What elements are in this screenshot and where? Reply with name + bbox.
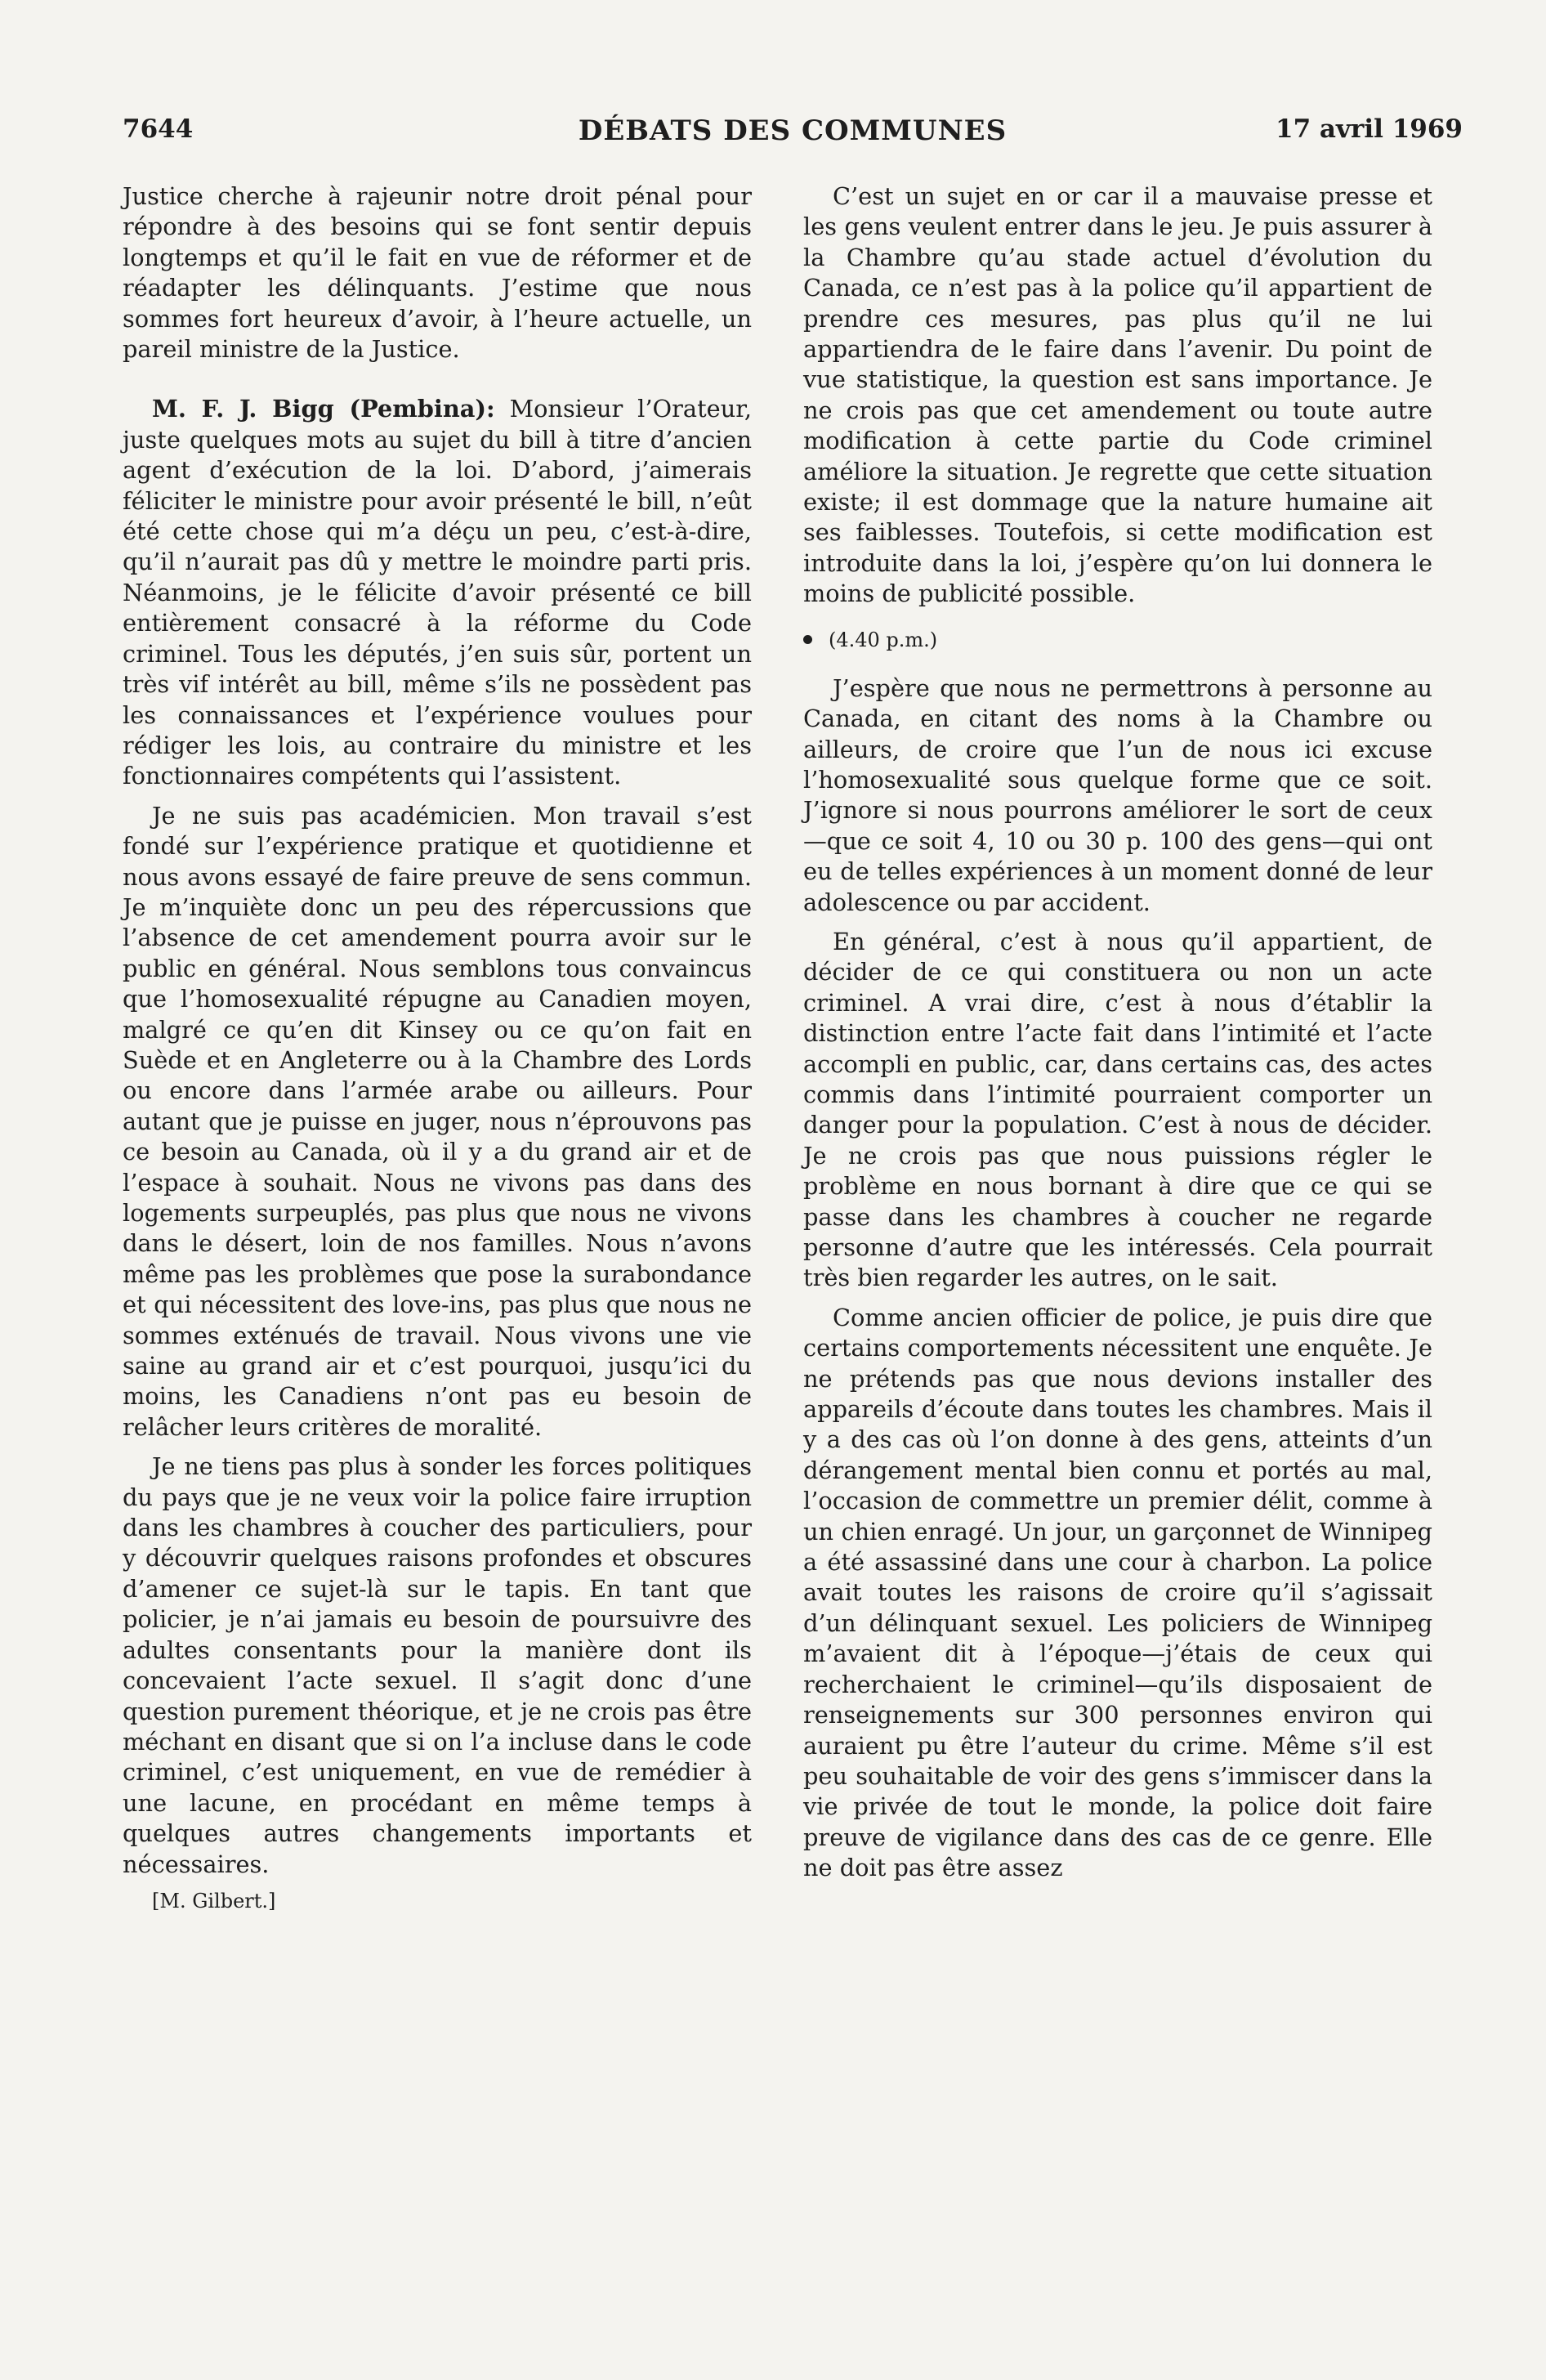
paragraph: Je ne suis pas académicien. Mon travail s’est fondé sur l’expérience pratique et quotidienne et nous avons essayé de faire preuve de sens commun. Je m’inquiète donc un peu des répercussions que l’absence de cet amendement pourra avoir sur le public en général. Nous semblons tous convaincus que l’homosexualité répugne au Canadien moyen, malgré ce qu’en dit Kinsey ou ce qu’on fait en Suède et en Angleterre ou à la Chambre des Lords ou encore dans l’armée arabe ou ailleurs. Pour autant que je puisse en juger, nous n’éprouvons pas ce besoin au Canada, où il y a du grand air et de l’espace à souhait. Nous ne vivons pas dans des logements surpeuplés, pas plus que nous ne vivons dans le désert, loin de nos familles. Nous n’avons même pas les problèmes que pose la surabondance et qui nécessitent des love-ins, pas plus que nous ne sommes exténués de travail. Nous vivons une vie saine au grand air et c’est pourquoi, jusqu’ici du moins, les Canadiens n’ont pas eu besoin de relâcher leurs critères de moralité. — [123, 801, 752, 1441]
page-header — [123, 114, 1463, 155]
bullet-icon — [803, 635, 812, 644]
timestamp-marker — [803, 628, 1432, 652]
page-date: 17 avril 1969 — [1276, 114, 1463, 144]
page-number: 7644 — [123, 114, 194, 144]
paragraph: Je ne tiens pas plus à sonder les forces politiques du pays que je ne veux voir la police faire irruption dans les chambres à coucher des particuliers, pour y découvrir quelques raisons profondes et obscures d’amener ce sujet-là sur le tapis. En tant que policier, je n’ai jamais eu besoin de poursuivre des adultes consentants pour la manière dont ils concevaient l’acte sexuel. Il s’agit donc d’une question purement théorique, et je ne crois pas être méchant en disant que si on l’a incluse dans le code criminel, c’est uniquement, en vue de remédier à une lacune, en procédant en même temps à quelques autres changements importants et nécessaires. — [123, 1452, 752, 1878]
paragraph: En général, c’est à nous qu’il appartient, de décider de ce qui constituera ou non un acte criminel. A vrai dire, c’est à nous d’établir la distinction entre l’acte fait dans l’intimité et l’acte accompli en public, car, dans certains cas, des actes commis dans l’intimité pourraient comporter un danger pour la population. C’est à nous de décider. Je ne crois pas que nous puissions régler le problème en nous bornant à dire que ce qui se passe dans les chambres à coucher ne regarde personne d’autre que les intéressés. Cela pourrait très bien regarder les autres, on le sait. — [803, 927, 1432, 1292]
paragraph: C’est un sujet en or car il a mauvaise presse et les gens veulent entrer dans le jeu. Je puis assurer à la Chambre qu’au stade actuel d’évolution du Canada, ce n’est pas à la police qu’il appartient de prendre ces mesures, pas plus qu’il ne lui appartiendra de le faire dans l’avenir. Du point de vue statistique, la question est sans importance. Je ne crois pas que cet amendement ou toute autre modification à cette partie du Code criminel améliore la situation. Je regrette que cette situation existe; il est dommage que la nature humaine ait ses faiblesses. Toutefois, si cette modification est introduite dans la loi, j’espère qu’on lui donnera le moins de publicité possible. — [803, 182, 1432, 608]
speech-text: Monsieur l’Orateur, juste quelques mots au sujet du bill à titre d’ancien agent d’exécution de la loi. D’abord, j’aimerais féliciter le ministre pour avoir présenté le bill, n’eût été cette chose qui m’a déçu un peu, c’est-à-dire, qu’il n’aurait pas dû y mettre le moindre parti pris. Néanmoins, je le félicite d’avoir présenté ce bill entièrement consacré à la réforme du Code criminel. Tous les députés, j’en suis sûr, portent un très vif intérêt au bill, même s’ils ne possèdent pas les connaissances et l’expérience voulues pour rédiger les lois, au contraire du ministre et les fonctionnaires compétents qui l’assistent. — [123, 395, 753, 790]
timestamp: (4.40 p.m.) — [829, 628, 938, 651]
paragraph: Comme ancien officier de police, je puis dire que certains comportements nécessitent une enquête. Je ne prétends pas que nous devions installer des appareils d’écoute dans toutes les chambres. Mais il y a des cas où l’on donne à des gens, atteints d’un dérangement mental bien connu et portés au mal, l’occasion de commettre un premier délit, comme à un chien enragé. Un jour, un garçonnet de Winnipeg a été assassiné dans une cour à charbon. La police avait toutes les raisons de croire qu’il s’agissait d’un délinquant sexuel. Les policiers de Winnipeg m’avaient dit à l’époque—j’étais de ceux qui recherchaient le criminel—qu’ils disposaient de renseignements sur 300 personnes environ qui auraient pu être l’auteur du crime. Même s’il est peu souhaitable de voir des gens s’immiscer dans la vie privée de tout le monde, la police doit faire preuve de vigilance dans des cas de ce genre. Elle ne doit pas être assez — [803, 1303, 1432, 1882]
paragraph: Justice cherche à rajeunir notre droit pénal pour répondre à des besoins qui se font sentir depuis longtemps et qu’il le fait en vue de réformer et de réadapter les délinquants. J’estime que nous sommes fort heureux d’avoir, à l’heure actuelle, un pareil ministre de la Justice. — [123, 182, 752, 364]
speaker-attribution: [M. Gilbert.] — [152, 1889, 276, 1912]
page-title: DÉBATS DES COMMUNES — [578, 114, 1008, 147]
speaker-name: M. F. J. Bigg (Pembina): — [152, 395, 495, 423]
right-column — [803, 181, 1432, 1893]
paragraph: J’espère que nous ne permettrons à personne au Canada, en citant des noms à la Chambre ou ailleurs, de croire que l’un de nous ici excuse l’homosexualité sous quelque forme que ce soit. J’ignore si nous pourrons améliorer le sort de ceux—que ce soit 4, 10 ou 30 p. 100 des gens—qui ont eu de telles expériences à un moment donné de leur adolescence ou par accident. — [803, 673, 1432, 916]
left-column — [123, 181, 752, 1922]
speech-paragraph — [123, 394, 752, 791]
